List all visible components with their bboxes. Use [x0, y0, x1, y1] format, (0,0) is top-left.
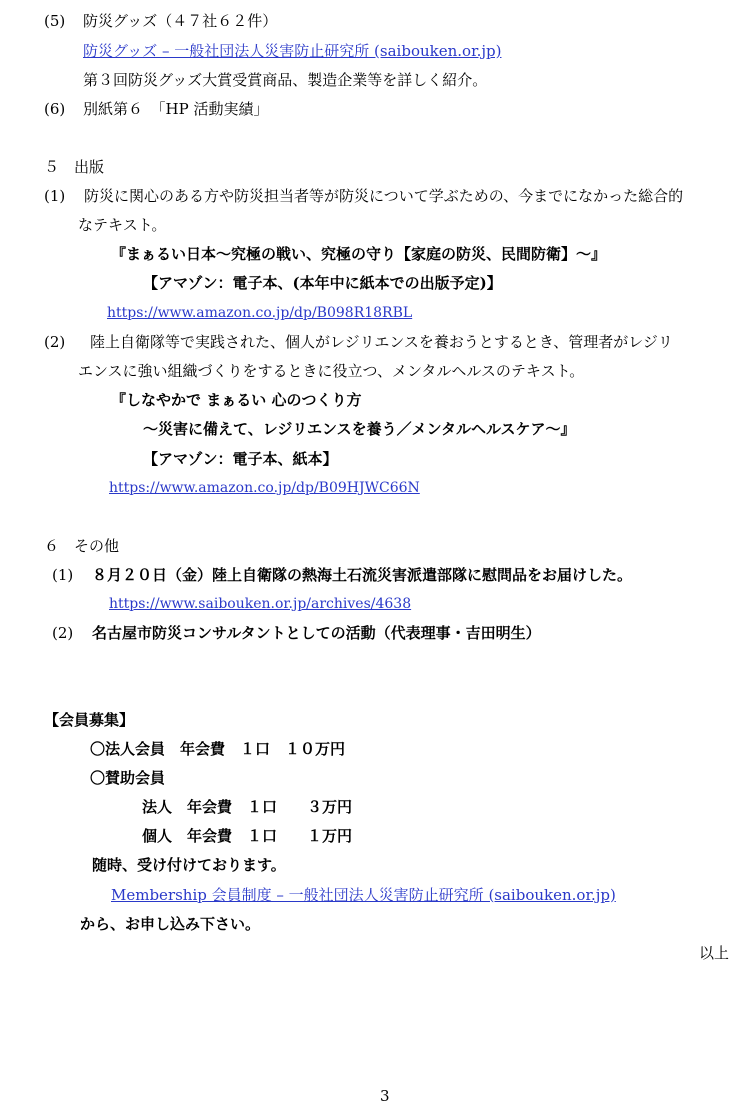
- archive-link[interactable]: https://www.saibouken.or.jp/archives/4638: [109, 596, 412, 612]
- book-title: 『しなやかで まぁるい 心のつくり方: [111, 391, 362, 409]
- section-heading: ６ その他: [44, 537, 120, 555]
- item-number: (6): [44, 100, 66, 118]
- membership-heading: 【会員募集】: [44, 711, 135, 729]
- item-text: なテキスト。: [78, 216, 167, 234]
- item-title: 別紙第６ 「HP 活動実績」: [83, 100, 269, 118]
- item-title: 防災グッズ（４７社６２件）: [83, 12, 278, 30]
- section-heading: ５ 出版: [44, 158, 105, 176]
- item-text: ８月２０日（金）陸上自衛隊の熱海土石流災害派遣部隊に慰問品をお届けした。: [92, 566, 633, 584]
- membership-link[interactable]: Membership 会員制度 – 一般社団法人災害防止研究所 (saibouken.or.jp): [111, 886, 616, 904]
- item-number: (2): [44, 333, 66, 351]
- item-number: (5): [44, 12, 66, 30]
- bosai-goods-link[interactable]: 防災グッズ – 一般社団法人災害防止研究所 (saibouken.or.jp): [83, 42, 502, 60]
- book-format: 【アマゾン：電子本、紙本】: [143, 450, 338, 468]
- item-text: エンスに強い組織づくりをするときに役立つ、メンタルヘルスのテキスト。: [78, 362, 585, 380]
- apply-text: から、お申し込み下さい。: [80, 915, 261, 933]
- item-text: 名古屋市防災コンサルタントとしての活動（代表理事・吉田明生）: [92, 624, 541, 642]
- item-text: 陸上自衛隊等で実践された、個人がレジリエンスを養おうとするとき、管理者がレジリ: [90, 333, 673, 351]
- amazon-link[interactable]: https://www.amazon.co.jp/dp/B098R18RBL: [107, 305, 413, 321]
- item-number: (1): [52, 566, 74, 584]
- page-number: 3: [380, 1087, 390, 1105]
- supporting-member: 〇賛助会員: [90, 769, 166, 787]
- book-subtitle: ～災害に備えて、レジリエンスを養う／メンタルヘルスケア～』: [143, 420, 576, 438]
- amazon-link[interactable]: https://www.amazon.co.jp/dp/B09HJWC66N: [109, 480, 420, 496]
- item-number: (2): [52, 624, 74, 642]
- item-description: 第３回防災グッズ大賞受賞商品、製造企業等を詳しく紹介。: [83, 71, 488, 89]
- anytime-notice: 随時、受け付けております。: [92, 856, 286, 874]
- supporting-corporate-fee: 法人 年会費 １口 ３万円: [142, 798, 353, 816]
- corporate-member-fee: 〇法人会員 年会費 １口 １０万円: [90, 740, 346, 758]
- book-format: 【アマゾン：電子本、(本年中に紙本での出版予定)】: [143, 274, 502, 292]
- item-number: (1): [44, 187, 66, 205]
- supporting-individual-fee: 個人 年会費 １口 １万円: [142, 827, 353, 845]
- closing-mark: 以上: [698, 944, 729, 962]
- item-text: 防災に関心のある方や防災担当者等が防災について学ぶための、今までになかった総合的: [84, 187, 684, 205]
- book-title: 『まぁるい日本～究極の戦い、究極の守り【家庭の防災、民間防衛】～』: [111, 245, 607, 263]
